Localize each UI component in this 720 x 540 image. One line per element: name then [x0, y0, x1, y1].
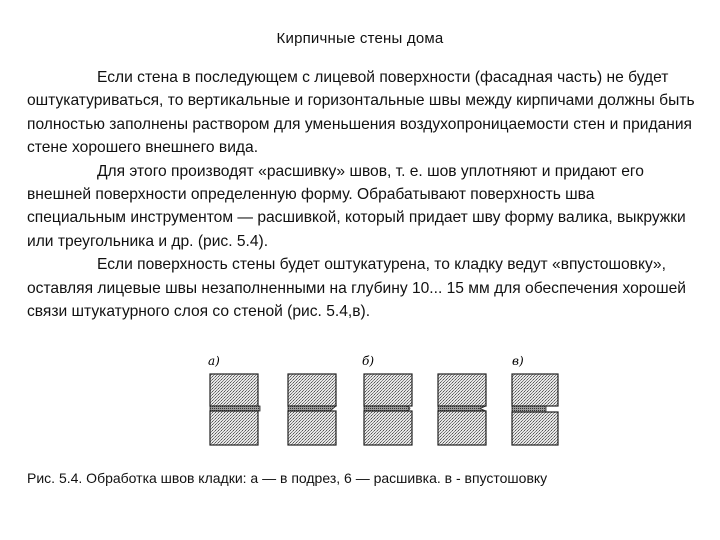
- paragraph: Для этого производят «расшивку» швов, т. е. шов уплотняют и придают его внешней поверхности определенную форму. Обрабатывают поверхность шва специальным инструментом — расшивкой, который придает шву форму валика, выкружки или треугольника и др. (рис. 5.4).: [27, 162, 686, 250]
- joint-figure: [200, 352, 560, 452]
- paragraph: Если стена в последующем с лицевой поверхности (фасадная часть) не будет оштукатуриваться, то вертикальные и горизонтальные швы между кирпичами должны быть полностью заполнены раствором для уменьшения воздухопроницаемости стен и придания стене хорошего внешнего вида.: [27, 69, 695, 157]
- joint-diagrams: [200, 352, 560, 452]
- body-text: [27, 66, 695, 323]
- joint-diagram-3: [364, 374, 412, 445]
- joint-diagram-4: [438, 374, 486, 445]
- page-title: Кирпичные стены дома: [276, 30, 444, 47]
- joint-diagram-1: [210, 374, 260, 445]
- figure-caption: Рис. 5.4. Обработка швов кладки: а — в подрез, 6 — расшивка. в - впустошовку: [27, 470, 548, 486]
- joint-diagram-5: [512, 374, 558, 445]
- figure-label-c: в): [512, 354, 524, 368]
- figure-label-b: б): [362, 354, 375, 368]
- figure-label-a: а): [208, 354, 220, 368]
- joint-diagram-2: [288, 374, 336, 445]
- paragraph: Если поверхность стены будет оштукатурена, то кладку ведут «впустошовку», оставляя лицевые швы незаполненными на глубину 10... 15 мм для обеспечения хорошей связи штукатурного слоя со стеной (рис. 5.4,в).: [27, 256, 686, 321]
